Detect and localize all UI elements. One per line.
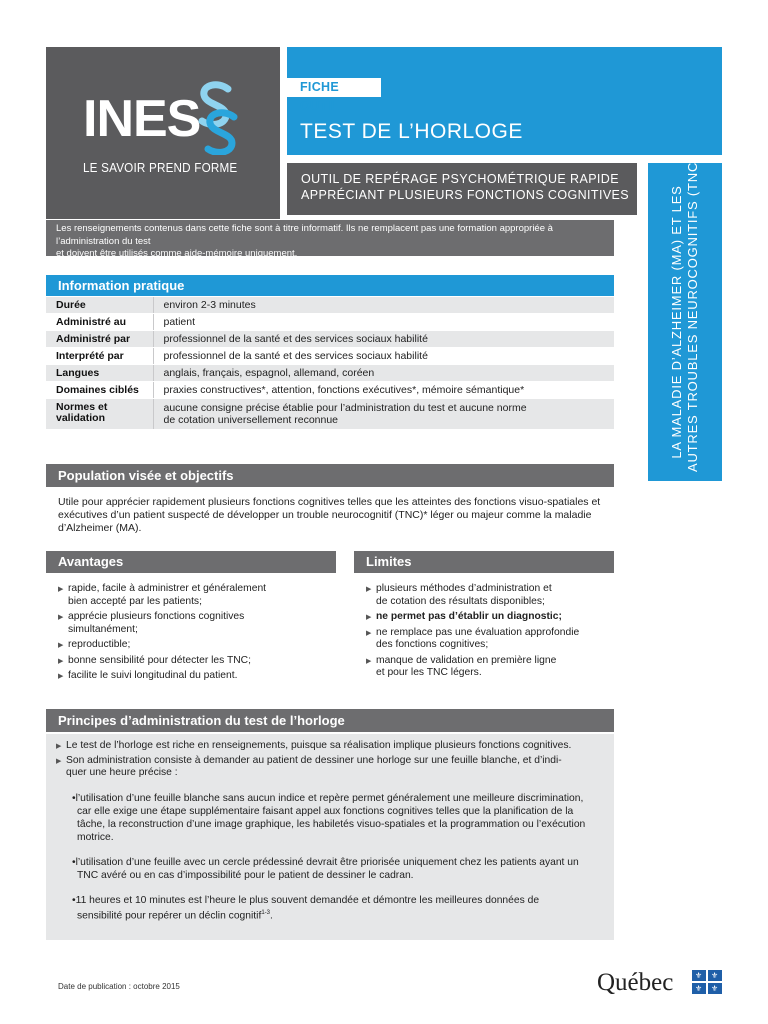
list-item-line: ▶ Son administration consiste à demander au patient de dessiner une horloge sur une feuille blanche, et d’indi-	[66, 754, 562, 766]
table-row	[46, 331, 614, 348]
row-label: Durée	[46, 297, 153, 314]
fiche-tag: FICHE OUTIL	[287, 78, 381, 97]
side-tab-line: LA MALADIE D’ALZHEIMER (MA) ET LES	[669, 185, 684, 459]
table-row	[46, 348, 614, 365]
avantages-list	[58, 583, 338, 686]
disclaimer-line: Les renseignements contenus dans cette fiche sont à titre informatif. Ils ne remplacent pas une formation appropriée à l’administration du test	[56, 223, 553, 247]
row-value-line: de cotation universellement reconnue	[163, 414, 339, 426]
section-heading-limites: Limites	[354, 551, 614, 573]
row-label: Administré par	[46, 331, 153, 348]
row-label: Langues	[46, 365, 153, 382]
list-item	[58, 639, 338, 652]
list-item	[366, 627, 616, 652]
sub-item-text: .	[269, 909, 273, 921]
sub-item-line: TNC avéré ou en cas d’impossibilité pour le patient de dessiner le cadran.	[77, 869, 414, 881]
list-item-line: ▶ plusieurs méthodes d’administration et	[376, 583, 552, 594]
sub-item-line: motrice.	[77, 831, 114, 843]
list-item	[58, 670, 338, 683]
list-item	[366, 583, 616, 608]
sub-item-line: •l’utilisation d’une feuille blanche sans aucun indice et repère permet généralement une meilleure discrimination,	[72, 792, 584, 804]
list-item-line: ▶ bonne sensibilité pour détecter les TNC;	[68, 654, 251, 666]
principes-list	[56, 740, 604, 780]
row-value: patient	[153, 314, 614, 331]
logo-ss-mark-icon	[194, 81, 238, 155]
sub-item-line: tâche, la reconstruction d’une image graphique, les habiletés visuo-spatiales et la programmation ou l’exécution	[77, 818, 586, 830]
quebec-wordmark: Québec	[597, 969, 674, 996]
list-item-line: bien accepté par les patients;	[68, 595, 202, 607]
row-value	[153, 399, 614, 430]
page-title: TEST DE L’HORLOGE	[300, 120, 523, 143]
row-value: professionnel de la santé et des services sociaux habilité	[153, 348, 614, 365]
subtitle-line: APPRÉCIANT PLUSIEURS FONCTIONS COGNITIVES	[301, 188, 630, 202]
row-value-line: aucune consigne précise établie pour l’administration du test et aucune norme	[163, 402, 527, 414]
side-tab	[648, 156, 722, 481]
list-item-line: ▶ ne permet pas d’établir un diagnostic;	[376, 611, 562, 622]
row-label: Administré au	[46, 314, 153, 331]
list-item-line: de cotation des résultats disponibles;	[376, 595, 545, 607]
principes-box	[46, 734, 614, 940]
subtitle-line: OUTIL DE REPÉRAGE PSYCHOMÉTRIQUE RAPIDE	[301, 172, 619, 186]
sub-item	[72, 856, 604, 882]
sub-item-line: car elle exige une étape supplémentaire faisant appel aux fonctions cognitives telles que la planification de la	[77, 805, 574, 817]
list-item-line: ▶ ne remplace pas une évaluation approfondie	[376, 626, 580, 638]
row-label: Domaines ciblés	[46, 382, 153, 399]
section-heading-avantages: Avantages	[46, 551, 336, 573]
row-label	[46, 399, 153, 430]
table-row	[46, 297, 614, 314]
side-tab-line: AUTRES TROUBLES NEUROCOGNITIFS (TNC)	[685, 156, 700, 472]
list-item-line: quer une heure précise :	[66, 767, 178, 778]
row-label: Interprété par	[46, 348, 153, 365]
section-heading-principes: Principes d’administration du test de l’horloge	[46, 709, 614, 732]
subtitle-box	[287, 163, 637, 215]
list-item-line: ▶ rapide, facile à administrer et généralement	[68, 583, 267, 594]
table-row	[46, 399, 614, 430]
text-line: d’Alzheimer (MA).	[58, 522, 142, 534]
list-item	[56, 740, 604, 753]
list-item-line: simultanément;	[68, 623, 138, 635]
side-tab-text	[669, 156, 701, 472]
publication-date: Date de publication : octobre 2015	[58, 982, 180, 991]
list-item	[58, 583, 338, 608]
table-row	[46, 365, 614, 382]
logo-brand: INES	[83, 90, 201, 148]
list-item-line: ▶ facilite le suivi longitudinal du patient.	[68, 670, 238, 681]
list-item-line: et pour les TNC légers.	[376, 667, 482, 678]
list-item	[366, 611, 616, 624]
disclaimer-line: et doivent être utilisés comme aide-mémoire uniquement.	[56, 248, 298, 259]
text-line: exécutives d’un patient suspecté de développer un trouble neurocognitif (TNC)* léger ou majeur comme la maladie	[58, 509, 592, 521]
inesss-logo	[46, 47, 280, 219]
row-value: environ 2-3 minutes	[153, 297, 614, 314]
logo-tagline: LE SAVOIR PREND FORME	[83, 160, 238, 175]
list-item	[366, 655, 616, 680]
list-item	[56, 755, 604, 780]
quebec-flag-icon: ⚜ ⚜ ⚜ ⚜	[692, 970, 722, 994]
section-heading-info: Information pratique	[46, 275, 614, 296]
population-text	[58, 496, 618, 535]
sub-item	[72, 792, 604, 844]
sub-item-line: •11 heures et 10 minutes est l’heure le plus souvent demandée et démontre les meilleures données de	[72, 894, 540, 906]
info-table	[46, 297, 614, 430]
sub-item-line	[72, 907, 604, 922]
list-item-line: ▶ apprécie plusieurs fonctions cognitives	[68, 611, 245, 622]
row-value: anglais, français, espagnol, allemand, coréen	[153, 365, 614, 382]
text-line: Utile pour apprécier rapidement plusieurs fonctions cognitives telles que les atteintes des fonctions visuo-spatiales et	[58, 496, 601, 508]
limites-list	[366, 583, 616, 683]
row-label-line: Normes et	[56, 401, 108, 413]
list-item-line: ▶ Le test de l’horloge est riche en renseignements, puisque sa réalisation implique plusieurs fonctions cognitives.	[66, 740, 572, 751]
list-item-line: ▶ reproductible;	[68, 639, 131, 650]
section-heading-population: Population visée et objectifs	[46, 464, 614, 487]
row-value: praxies constructives*, attention, fonctions exécutives*, mémoire sémantique*	[153, 382, 614, 399]
list-item-line: des fonctions cognitives;	[376, 639, 489, 650]
row-label-line: validation	[56, 412, 106, 424]
sub-item	[72, 894, 604, 922]
disclaimer	[46, 220, 614, 259]
sub-item-text: sensibilité pour repérer un déclin cognitif	[77, 909, 262, 921]
list-item	[58, 611, 338, 636]
table-row	[46, 314, 614, 331]
list-item	[58, 655, 338, 668]
list-item-line: ▶ manque de validation en première ligne	[376, 654, 557, 666]
reference-superscript: 1-3	[261, 909, 270, 916]
table-row	[46, 382, 614, 399]
sub-item-line: •l’utilisation d’une feuille avec un cercle prédessiné devrait être priorisée uniquement chez les patients ayant un	[72, 856, 579, 868]
row-value: professionnel de la santé et des services sociaux habilité	[153, 331, 614, 348]
